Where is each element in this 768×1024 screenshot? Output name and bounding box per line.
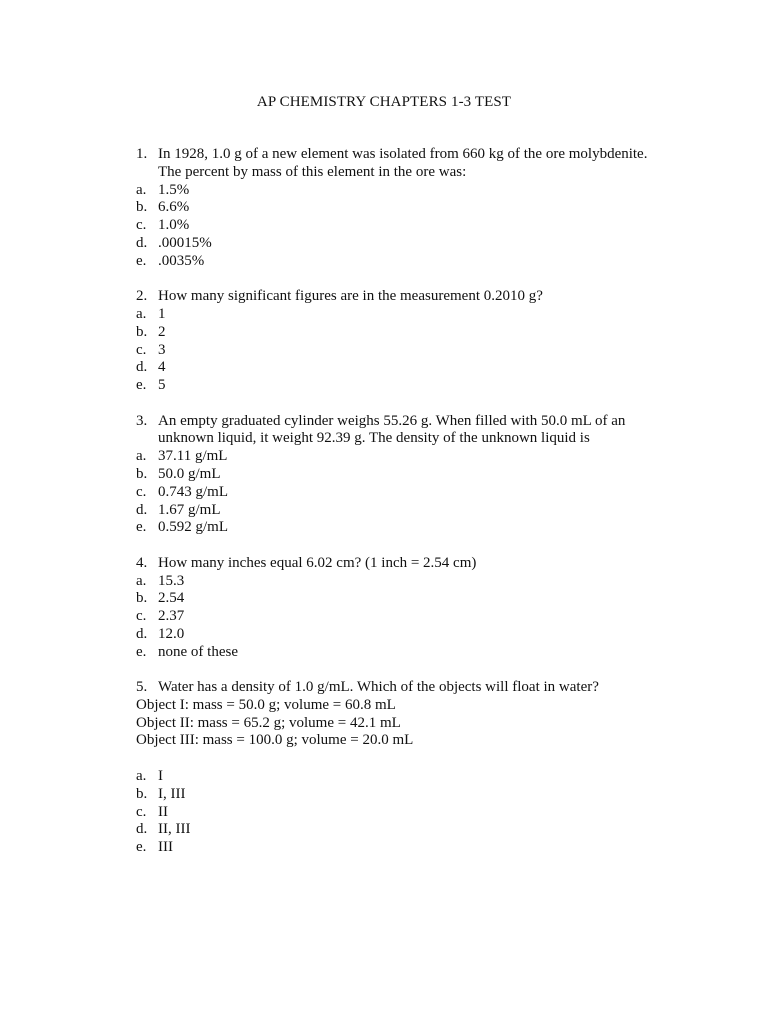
question-number: 5. (136, 679, 148, 696)
question-1 (136, 146, 696, 271)
option-text: 5 (158, 377, 166, 394)
answer-option-a (136, 448, 696, 466)
object-item: Object I: mass = 50.0 g; volume = 60.8 mL (136, 696, 396, 713)
option-text: II, III (158, 821, 191, 838)
option-letter: a. (136, 572, 147, 589)
option-letter: c. (136, 341, 147, 358)
question-number: 2. (136, 288, 148, 305)
option-letter: d. (136, 234, 148, 251)
option-letter: c. (136, 217, 147, 234)
answer-option-e (136, 377, 696, 395)
answer-option-a (136, 573, 696, 591)
question-number: 4. (136, 554, 148, 571)
option-text: 0.743 g/mL (158, 483, 228, 500)
answer-option-b (136, 466, 696, 484)
question-4 (136, 555, 696, 662)
question-5 (136, 679, 696, 857)
answer-option-b (136, 590, 696, 608)
option-letter: b. (136, 199, 148, 216)
option-text: .00015% (158, 234, 212, 251)
question-2 (136, 288, 696, 395)
answer-option-e (136, 253, 696, 271)
option-letter: e. (136, 839, 147, 856)
option-text: 1.67 g/mL (158, 501, 221, 518)
answer-option-a (136, 306, 696, 324)
option-letter: b. (136, 465, 148, 482)
option-text: 1.0% (158, 217, 190, 234)
answer-option-b (136, 324, 696, 342)
question-text: Water has a density of 1.0 g/mL. Which of the objects will float in water? (158, 679, 599, 696)
option-letter: a. (136, 305, 147, 322)
object-list (136, 697, 696, 750)
option-letter: a. (136, 768, 147, 785)
answer-option-c (136, 217, 696, 235)
option-text: .0035% (158, 252, 205, 269)
option-text: 2.54 (158, 590, 185, 607)
option-letter: c. (136, 608, 147, 625)
answer-option-b (136, 786, 696, 804)
option-text: III (158, 839, 173, 856)
answer-option-a (136, 182, 696, 200)
option-letter: b. (136, 323, 148, 340)
option-text: 0.592 g/mL (158, 519, 228, 536)
answer-option-d (136, 626, 696, 644)
question-text: How many inches equal 6.02 cm? (1 inch = 2.54 cm) (158, 554, 477, 571)
question-stem-line (136, 555, 696, 573)
answer-option-c (136, 342, 696, 360)
option-letter: b. (136, 785, 148, 802)
option-text: 2.37 (158, 608, 185, 625)
option-letter: e. (136, 643, 147, 660)
question-text: The percent by mass of this element in the ore was: (158, 163, 467, 180)
answer-option-a (136, 768, 696, 786)
question-stem-line (136, 146, 696, 164)
answer-option-c (136, 608, 696, 626)
question-text: How many significant figures are in the measurement 0.2010 g? (158, 288, 543, 305)
question-number: 1. (136, 146, 148, 162)
question-stem-line (136, 430, 696, 448)
answer-option-c (136, 484, 696, 502)
answer-option-c (136, 804, 696, 822)
answer-option-d (136, 502, 696, 520)
question-3 (136, 413, 696, 538)
answer-option-d (136, 359, 696, 377)
answer-option-d (136, 235, 696, 253)
option-text: I, III (158, 785, 186, 802)
question-list (136, 146, 696, 875)
option-text: 12.0 (158, 625, 185, 642)
object-item: Object II: mass = 65.2 g; volume = 42.1 mL (136, 714, 401, 731)
answer-option-b (136, 199, 696, 217)
object-item: Object III: mass = 100.0 g; volume = 20.0 mL (136, 732, 414, 749)
answer-option-e (136, 519, 696, 537)
question-stem-line (136, 413, 696, 431)
option-letter: a. (136, 448, 147, 465)
answer-option-e (136, 839, 696, 857)
question-number: 3. (136, 412, 148, 429)
option-letter: d. (136, 625, 148, 642)
option-text: 2 (158, 323, 166, 340)
answer-option-e (136, 644, 696, 662)
option-letter: d. (136, 359, 148, 376)
option-text: 1 (158, 305, 166, 322)
option-letter: c. (136, 483, 147, 500)
question-stem-line (136, 679, 696, 697)
option-text: 15.3 (158, 572, 185, 589)
document-title: AP CHEMISTRY CHAPTERS 1-3 TEST (256, 94, 512, 110)
option-letter: d. (136, 501, 148, 518)
question-text: An empty graduated cylinder weighs 55.26 g. When filled with 50.0 mL of an (158, 412, 626, 429)
option-text: 1.5% (158, 181, 190, 198)
answer-option-d (136, 821, 696, 839)
option-letter: e. (136, 252, 147, 269)
option-letter: c. (136, 803, 147, 820)
question-text: unknown liquid, it weight 92.39 g. The density of the unknown liquid is (158, 430, 590, 447)
option-text: I (158, 768, 163, 785)
option-text: 37.11 g/mL (158, 448, 228, 465)
spacer (136, 750, 696, 768)
option-text: 6.6% (158, 199, 190, 216)
question-stem-line (136, 288, 696, 306)
option-letter: a. (136, 181, 147, 198)
question-text: In 1928, 1.0 g of a new element was isolated from 660 kg of the ore molybdenite. (158, 146, 648, 162)
option-text: 3 (158, 341, 166, 358)
option-letter: b. (136, 590, 148, 607)
option-letter: e. (136, 519, 147, 536)
option-text: 50.0 g/mL (158, 465, 221, 482)
option-letter: d. (136, 821, 148, 838)
option-letter: e. (136, 377, 147, 394)
question-stem-line (136, 164, 696, 182)
option-text: none of these (158, 643, 238, 660)
option-text: II (158, 803, 168, 820)
option-text: 4 (158, 359, 166, 376)
